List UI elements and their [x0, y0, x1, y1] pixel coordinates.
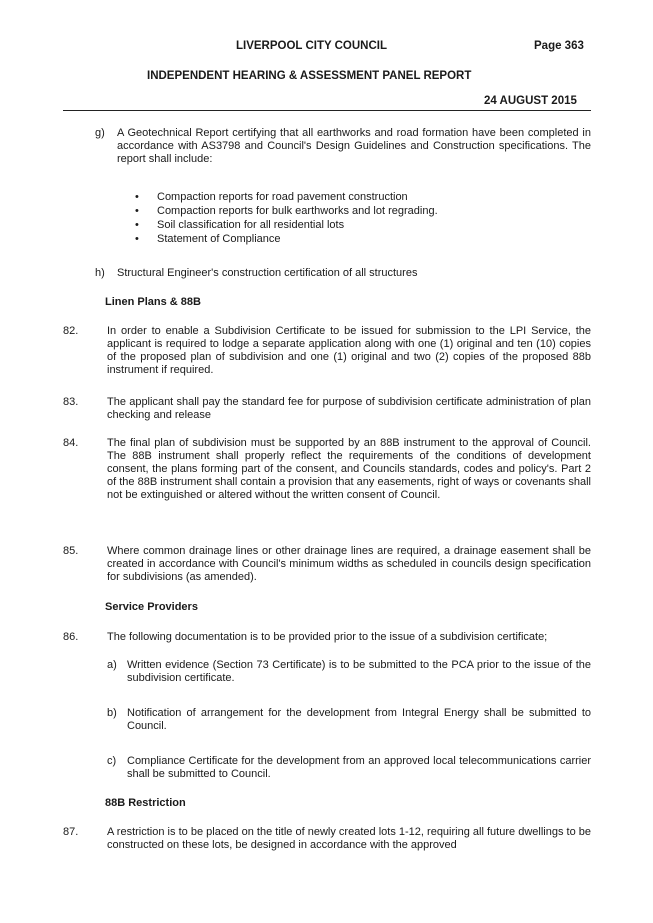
bullet-icon: • — [135, 219, 139, 231]
condition-84-number: 84. — [63, 437, 79, 449]
report-title: INDEPENDENT HEARING & ASSESSMENT PANEL REPORT — [147, 70, 472, 82]
section-heading-service-providers: Service Providers — [105, 601, 198, 613]
item-h-text: Structural Engineer's construction certification of all structures — [117, 267, 418, 279]
condition-87-number: 87. — [63, 826, 79, 838]
list-item: Compaction reports for bulk earthworks and lot regrading. — [157, 205, 438, 217]
bullet-icon: • — [135, 233, 139, 245]
list-item: Compaction reports for road pavement construction — [157, 191, 408, 203]
report-date: 24 AUGUST 2015 — [484, 95, 577, 107]
section-heading-linen-plans: Linen Plans & 88B — [105, 296, 201, 308]
page-number: Page 363 — [534, 40, 584, 52]
list-item: Statement of Compliance — [157, 233, 281, 245]
list-item: Soil classification for all residential lots — [157, 219, 345, 231]
condition-82-number: 82. — [63, 325, 79, 337]
condition-86-number: 86. — [63, 631, 79, 643]
condition-84-text: The final plan of subdivision must be supported by an 88B instrument to the approval of Council. The 88B instrument shall properly reflect the requirements of the conditions of development consent, the plans forming part of the consent, and Councils standards, codes and policy's. Part 2 of the 88B instrument shall contain a provision that any easements, right of ways or covenants shall not be extinguished or altered without the written consent of Council. — [107, 437, 591, 501]
condition-86-text: The following documentation is to be provided prior to the issue of a subdivision certificate; — [107, 631, 548, 643]
condition-85-number: 85. — [63, 545, 79, 557]
condition-86-b-text: Notification of arrangement for the development from Integral Energy shall be submitted to Council. — [127, 707, 591, 732]
condition-83-number: 83. — [63, 396, 79, 408]
condition-86-c-text: Compliance Certificate for the development from an approved local telecommunications carrier shall be submitted to Council. — [127, 755, 591, 780]
item-g-label: g) — [95, 127, 105, 139]
condition-82-text: In order to enable a Subdivision Certificate to be issued for submission to the LPI Service, the applicant is required to lodge a separate application along with one (1) original and ten (10) copies of the proposed plan of subdivision and one (1) original and two (2) copies of the proposed 88b instrument if required. — [107, 325, 591, 376]
condition-86-a-text: Written evidence (Section 73 Certificate) is to be submitted to the PCA prior to the issue of the subdivision certificate. — [127, 659, 591, 684]
item-g-text: A Geotechnical Report certifying that all earthworks and road formation have been completed in accordance with AS3798 and Council's Design Guidelines and Construction specifications. The report shall include: — [117, 127, 591, 165]
condition-85-text: Where common drainage lines or other drainage lines are required, a drainage easement shall be created in accordance with Council's minimum widths as scheduled in councils design specification for subdivisions (as amended). — [107, 545, 591, 583]
section-heading-88b-restriction: 88B Restriction — [105, 797, 186, 809]
condition-86-b-label: b) — [107, 707, 117, 719]
bullet-icon: • — [135, 191, 139, 203]
condition-83-text: The applicant shall pay the standard fee for purpose of subdivision certificate administration of plan checking and release — [107, 396, 591, 421]
header-rule — [63, 110, 591, 111]
condition-86-c-label: c) — [107, 755, 117, 767]
bullet-icon: • — [135, 205, 139, 217]
council-name: LIVERPOOL CITY COUNCIL — [236, 40, 388, 52]
condition-86-a-label: a) — [107, 659, 117, 671]
condition-87-text: A restriction is to be placed on the title of newly created lots 1-12, requiring all future dwellings to be constructed on these lots, be designed in accordance with the approved — [107, 826, 591, 851]
item-h-label: h) — [95, 267, 105, 279]
